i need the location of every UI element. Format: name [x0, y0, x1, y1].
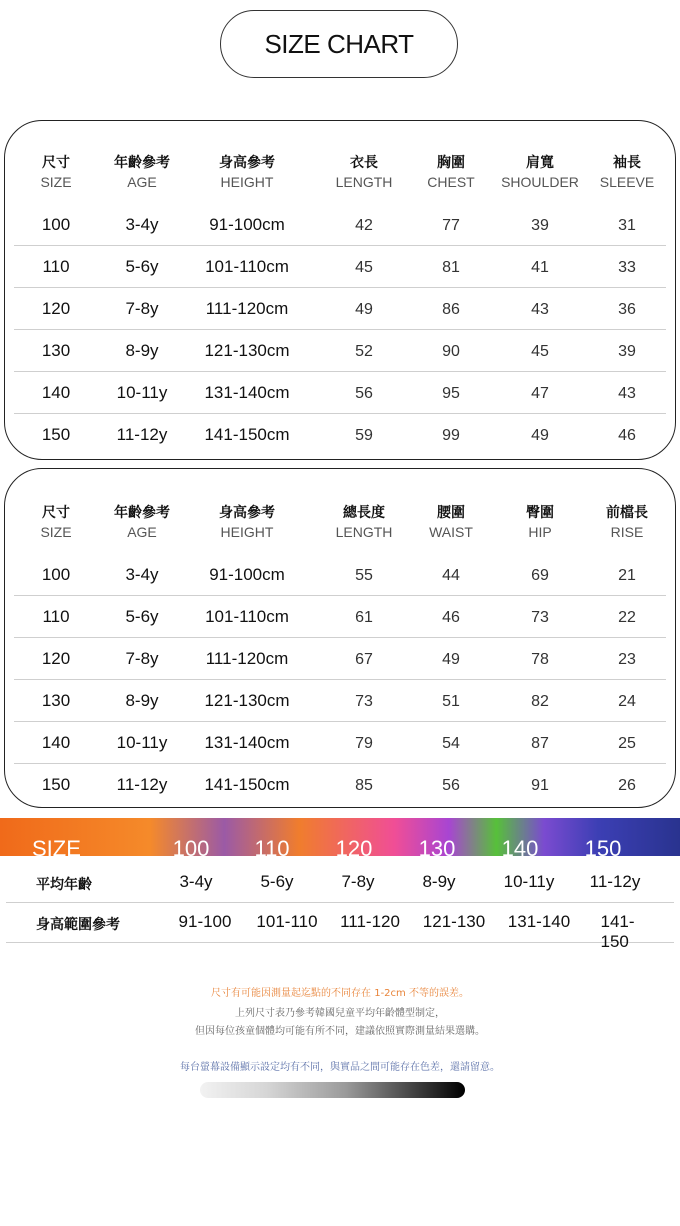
- table-cell: 101-110cm: [205, 257, 289, 276]
- column-header-cn: 衣長: [350, 155, 378, 171]
- table-cell: 86: [442, 301, 460, 318]
- column-header-en: LENGTH: [335, 524, 393, 540]
- table-cell: 42: [355, 217, 373, 234]
- table-header: [14, 122, 666, 204]
- table-cell: 11-12y: [116, 775, 168, 794]
- table-cell: 3-4y: [125, 215, 159, 234]
- table-row: [14, 288, 666, 330]
- size-bar-label: SIZE: [32, 836, 81, 856]
- column-header-en: WAIST: [429, 524, 473, 540]
- table-cell: 73: [355, 693, 373, 710]
- column-header-en: HIP: [528, 524, 552, 540]
- table-cell: 95: [442, 385, 460, 402]
- table-cell: 39: [618, 343, 636, 360]
- table-cell: 49: [442, 651, 460, 668]
- table-cell: 49: [531, 427, 549, 444]
- table-cell: 150: [41, 425, 71, 444]
- column-header-en: SIZE: [40, 524, 72, 540]
- table-cell: 52: [355, 343, 373, 360]
- size-bar-120: 120: [335, 836, 373, 856]
- table-cell: 100: [41, 215, 71, 234]
- table-cell: 140: [41, 733, 71, 752]
- table-cell: 46: [442, 609, 460, 626]
- table-cell: 39: [531, 217, 549, 234]
- column-header-en: HEIGHT: [220, 174, 274, 190]
- table-cell: 79: [355, 735, 373, 752]
- column-header-en: HEIGHT: [220, 524, 274, 540]
- column-header-en: AGE: [127, 524, 157, 540]
- column-header-cn: 袖長: [613, 155, 641, 171]
- table-cell: 22: [618, 609, 636, 626]
- height-range-value: 91-100: [178, 912, 232, 931]
- age-value: 8-9y: [422, 872, 456, 891]
- table-cell: 130: [41, 341, 71, 360]
- table-cell: 33: [618, 259, 636, 276]
- height-range-value: 141-150: [600, 912, 635, 951]
- column-header-cn: 身高參考: [219, 155, 275, 171]
- table-cell: 46: [618, 427, 636, 444]
- table-cell: 78: [531, 651, 549, 668]
- table-cell: 141-150cm: [204, 775, 290, 794]
- table-header: [14, 472, 666, 554]
- table-row: [14, 330, 666, 372]
- table-cell: 87: [531, 735, 549, 752]
- table-cell: 55: [355, 567, 373, 584]
- bottom-size-table: [14, 472, 666, 805]
- table-row: [14, 764, 666, 805]
- table-cell: 141-150cm: [204, 425, 290, 444]
- column-header-cn: 尺寸: [42, 155, 70, 171]
- table-cell: 91-100cm: [209, 215, 285, 234]
- table-row: [14, 372, 666, 414]
- column-header-cn: 胸圍: [437, 155, 465, 171]
- table-row: [14, 722, 666, 764]
- table-cell: 101-110cm: [205, 607, 289, 626]
- table-cell: 61: [355, 609, 373, 626]
- table-cell: 23: [618, 651, 636, 668]
- table-cell: 99: [442, 427, 460, 444]
- table-cell: 77: [442, 217, 460, 234]
- size-chart-title: SIZE CHART: [220, 10, 458, 78]
- table-cell: 59: [355, 427, 373, 444]
- table-cell: 24: [618, 693, 636, 710]
- column-header-cn: 臀圍: [526, 505, 554, 521]
- table-cell: 121-130cm: [204, 691, 290, 710]
- column-header-cn: 年齡參考: [114, 155, 170, 171]
- top-size-table: [14, 122, 666, 455]
- column-header: [187, 472, 307, 554]
- table-cell: 36: [618, 301, 636, 318]
- column-header-en: LENGTH: [335, 174, 393, 190]
- table-cell: 5-6y: [125, 607, 159, 626]
- table-cell: 121-130cm: [204, 341, 290, 360]
- table-cell: 81: [442, 259, 460, 276]
- table-cell: 51: [442, 693, 460, 710]
- size-bar-130: 130: [418, 836, 456, 856]
- column-header-en: SLEEVE: [599, 174, 655, 190]
- age-value: 5-6y: [260, 872, 294, 891]
- height-range-label: 身高範圍參考: [36, 917, 120, 933]
- table-cell: 56: [355, 385, 373, 402]
- height-range-value: 121-130: [422, 912, 486, 931]
- height-range-value: 101-110: [256, 912, 318, 931]
- table-cell: 47: [531, 385, 549, 402]
- table-cell: 45: [531, 343, 549, 360]
- table-cell: 8-9y: [125, 691, 159, 710]
- column-header-cn: 身高參考: [219, 505, 275, 521]
- table-cell: 49: [355, 301, 373, 318]
- table-cell: 110: [42, 257, 70, 276]
- size-bar-140: 140: [501, 836, 539, 856]
- column-header: [567, 122, 680, 204]
- table-cell: 150: [41, 775, 71, 794]
- table-cell: 111-120cm: [205, 299, 289, 318]
- table-cell: 43: [531, 301, 549, 318]
- column-header-en: RISE: [610, 524, 644, 540]
- table-cell: 7-8y: [125, 649, 159, 668]
- age-value: 11-12y: [589, 872, 641, 891]
- height-range-value: 111-120: [340, 912, 400, 931]
- table-cell: 131-140cm: [204, 383, 290, 402]
- table-cell: 8-9y: [125, 341, 159, 360]
- age-value: 3-4y: [179, 872, 213, 891]
- table-cell: 131-140cm: [204, 733, 290, 752]
- column-header-cn: 肩寬: [526, 155, 554, 171]
- height-range-value: 131-140: [507, 912, 571, 931]
- reference-note: 上列尺寸表乃參考韓國兒童平均年齡體型制定，: [235, 1008, 445, 1019]
- column-header: [82, 122, 202, 204]
- table-cell: 100: [41, 565, 71, 584]
- table-cell: 54: [442, 735, 460, 752]
- column-header-cn: 年齡參考: [114, 505, 170, 521]
- table-cell: 41: [531, 259, 549, 276]
- height-range-row: [6, 902, 674, 951]
- column-header-en: AGE: [127, 174, 157, 190]
- table-row: [14, 246, 666, 288]
- table-cell: 69: [531, 567, 549, 584]
- column-header-cn: 腰圍: [437, 505, 465, 521]
- table-cell: 21: [618, 567, 636, 584]
- table-cell: 45: [355, 259, 373, 276]
- column-header: [567, 472, 680, 554]
- column-header-cn: 前檔長: [606, 505, 648, 521]
- table-cell: 130: [41, 691, 71, 710]
- table-cell: 10-11y: [116, 733, 168, 752]
- table-cell: 67: [355, 651, 373, 668]
- average-age-row: [6, 862, 674, 903]
- table-cell: 56: [442, 777, 460, 794]
- table-cell: 120: [41, 299, 71, 318]
- table-cell: 120: [41, 649, 71, 668]
- table-cell: 26: [618, 777, 636, 794]
- size-bar-150: 150: [584, 836, 622, 856]
- column-header: [187, 122, 307, 204]
- individual-difference-note: 但因每位孩童個體均可能有所不同，建議依照實際測量結果選購。: [195, 1026, 485, 1037]
- color-difference-note: 每台螢幕設備顯示設定均有不同，與實品之間可能存在色差，還請留意。: [180, 1062, 500, 1073]
- size-bar-100: 100: [172, 836, 210, 856]
- column-header-en: SIZE: [40, 174, 72, 190]
- column-header-cn: 尺寸: [42, 505, 70, 521]
- column-header-en: SHOULDER: [501, 174, 579, 190]
- size-color-bar: [0, 818, 680, 856]
- table-cell: 90: [442, 343, 460, 360]
- table-cell: 110: [42, 607, 70, 626]
- column-header-en: CHEST: [427, 174, 475, 190]
- table-row: [14, 204, 666, 246]
- column-header-cn: 總長度: [343, 505, 385, 521]
- table-cell: 85: [355, 777, 373, 794]
- grayscale-gradient-strip: [200, 1082, 465, 1098]
- table-cell: 5-6y: [125, 257, 159, 276]
- column-header: [82, 472, 202, 554]
- table-cell: 43: [618, 385, 636, 402]
- table-cell: 10-11y: [116, 383, 168, 402]
- table-cell: 25: [618, 735, 636, 752]
- average-age-label: 平均年齡: [36, 877, 92, 893]
- table-row: [14, 554, 666, 596]
- table-row: [14, 596, 666, 638]
- table-cell: 91-100cm: [209, 565, 285, 584]
- table-row: [14, 680, 666, 722]
- table-cell: 44: [442, 567, 460, 584]
- measurement-error-note: 尺寸有可能因測量起迄點的不同存在 1-2cm 不等的誤差。: [211, 988, 469, 999]
- size-bar-110: 110: [254, 836, 290, 856]
- table-cell: 73: [531, 609, 549, 626]
- table-row: [14, 414, 666, 455]
- table-cell: 91: [531, 777, 549, 794]
- table-cell: 82: [531, 693, 549, 710]
- table-row: [14, 638, 666, 680]
- table-cell: 111-120cm: [205, 649, 289, 668]
- table-cell: 11-12y: [116, 425, 168, 444]
- table-cell: 31: [618, 217, 636, 234]
- age-value: 7-8y: [341, 872, 375, 891]
- table-cell: 140: [41, 383, 71, 402]
- table-cell: 3-4y: [125, 565, 159, 584]
- table-cell: 7-8y: [125, 299, 159, 318]
- age-value: 10-11y: [503, 872, 555, 891]
